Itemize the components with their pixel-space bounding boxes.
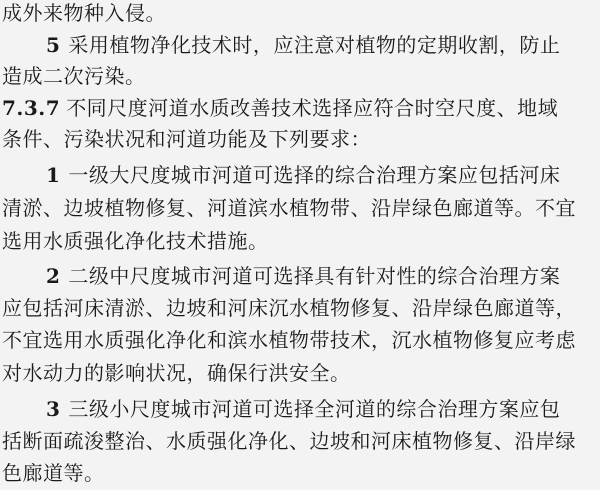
text-line: [2, 124, 371, 155]
text-line: [2, 0, 166, 29]
text-line: [2, 61, 146, 92]
line-text: 成外来物种入侵。: [2, 1, 166, 25]
line-text: 括断面疏浚整治、水质强化净化、边坡和河床植物修复、沿岸绿: [2, 429, 576, 453]
line-text: 清淤、边坡植物修复、河道滨水植物带、沿岸绿色廊道等。不宜: [2, 196, 576, 220]
item-number: 1: [46, 163, 61, 187]
item-number: 3: [46, 397, 61, 421]
text-line: [2, 426, 576, 457]
item-number: 2: [46, 264, 61, 288]
clause-heading: [2, 93, 558, 124]
line-text: 应包括河床清淤、边坡和河床沉水植物修复、沿岸绿色廊道等，: [2, 296, 576, 320]
line-text: 不宜选用水质强化净化和滨水植物带技术，沉水植物修复应考虑: [2, 328, 576, 352]
text-line: [2, 358, 351, 389]
text-line: [2, 193, 576, 224]
line-text: 造成二次污染。: [2, 64, 146, 88]
line-text: 三级小尺度城市河道可选择全河道的综合治理方案应包: [68, 397, 561, 421]
line-text: 选用水质强化净化技术措施。: [2, 229, 269, 253]
line-text: 色廊道等。: [2, 461, 105, 485]
list-item: [46, 160, 560, 191]
line-text: 二级中尺度城市河道可选择具有针对性的综合治理方案: [68, 264, 561, 288]
list-item: [46, 261, 560, 292]
text-line: [2, 226, 269, 257]
line-text: 一级大尺度城市河道可选择的综合治理方案应包括河床: [68, 163, 561, 187]
line-text: 对水动力的影响状况，确保行洪安全。: [2, 361, 351, 385]
text-line: [2, 325, 576, 356]
list-item: [46, 30, 560, 61]
line-text: 条件、污染状况和河道功能及下列要求：: [2, 127, 371, 151]
line-text: 不同尺度河道水质改善技术选择应符合时空尺度、地域: [66, 96, 559, 120]
text-line: [2, 458, 105, 489]
list-item: [46, 394, 560, 425]
clause-number: 7.3.7: [2, 96, 61, 120]
item-number: 5: [46, 33, 61, 57]
line-text: 采用植物净化技术时，应注意对植物的定期收割，防止: [68, 33, 561, 57]
text-line: [2, 293, 576, 324]
